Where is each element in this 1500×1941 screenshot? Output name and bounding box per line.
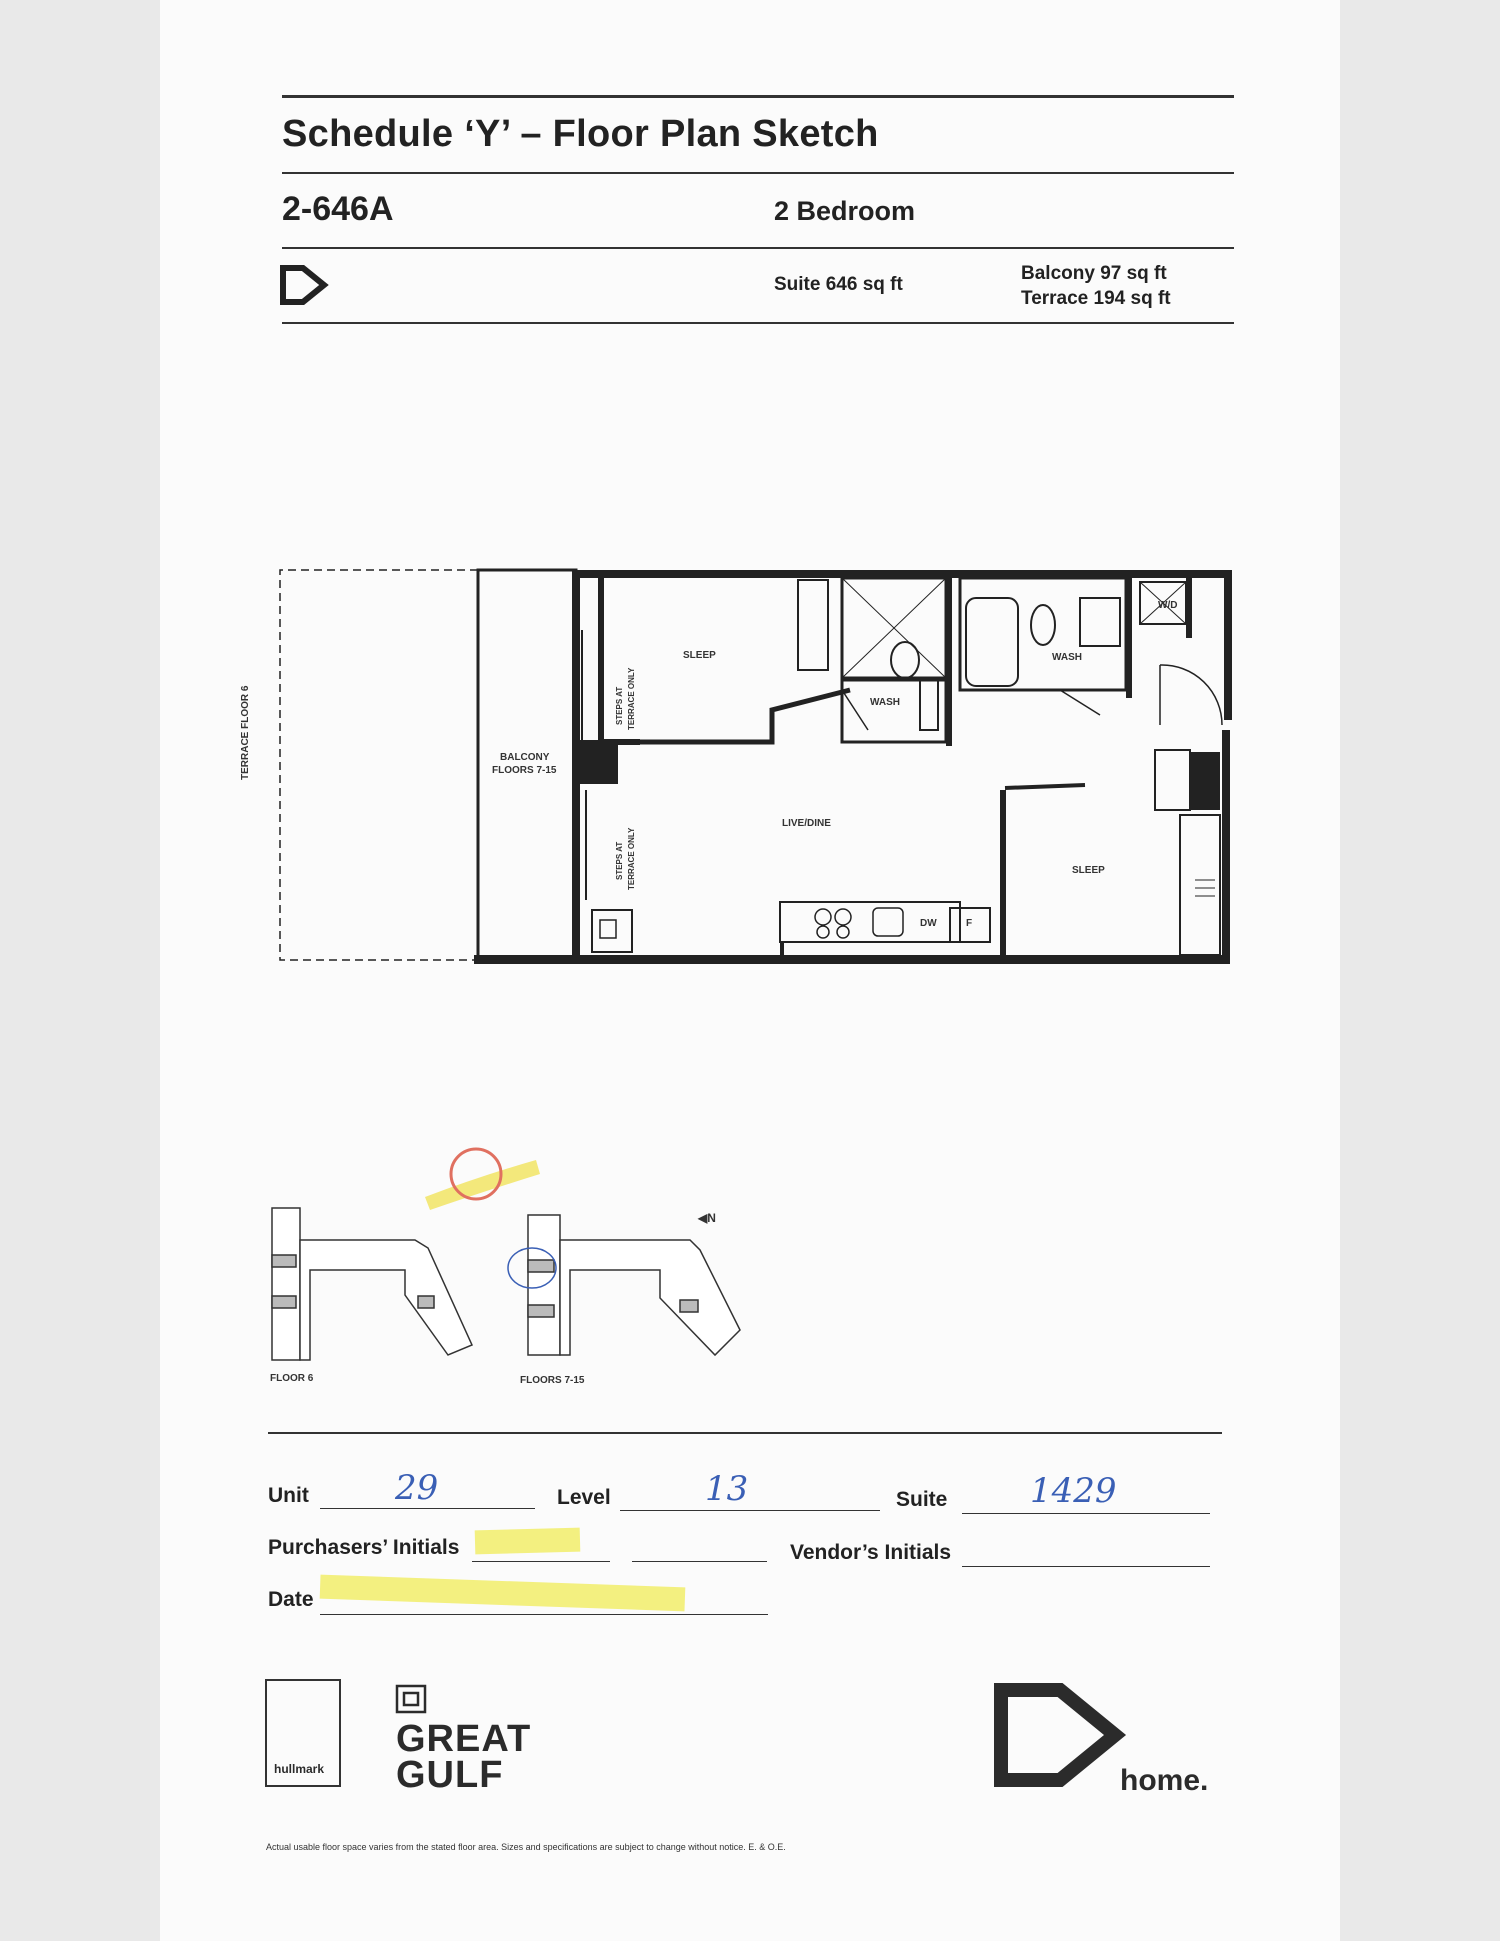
column-block <box>580 740 618 784</box>
room-sleep-1: SLEEP <box>683 650 716 661</box>
toilet-1 <box>891 642 919 678</box>
great-logo-text: GREAT <box>396 1718 532 1760</box>
entry-door-swing <box>1160 665 1222 725</box>
vanity-1 <box>920 680 938 730</box>
closet-3 <box>1180 815 1220 955</box>
room-live-dine: LIVE/DINE <box>782 818 831 829</box>
header-rule-3 <box>282 247 1234 249</box>
great-gulf-glyph-icon <box>397 1686 425 1712</box>
keyplan-floors715-label: FLOORS 7-15 <box>520 1375 585 1386</box>
balcony-floors-label: FLOORS 7-15 <box>492 765 557 776</box>
document-title: Schedule ‘Y’ – Floor Plan Sketch <box>282 113 879 155</box>
level-label: Level <box>557 1486 611 1509</box>
steps-label-upper: STEPS AT <box>615 686 624 725</box>
disclaimer-text: Actual usable floor space varies from the stated floor area. Sizes and specifications are subject to change without notice. E. & O.E. <box>266 1842 786 1852</box>
form-top-rule <box>268 1432 1222 1434</box>
sleep2-top-wall <box>1005 785 1085 788</box>
suite-area: Suite 646 sq ft <box>774 274 903 295</box>
dishwasher-label: DW <box>920 918 937 929</box>
purchaser-initials-line-2[interactable] <box>632 1561 767 1562</box>
purchaser-initials-line-1[interactable] <box>472 1561 610 1562</box>
hullmark-logo-text: hullmark <box>274 1762 325 1776</box>
header-bottom-rule <box>282 322 1234 324</box>
fridge-label: F <box>966 918 973 929</box>
wall-right-upper <box>1224 570 1232 720</box>
date-line[interactable] <box>320 1614 768 1615</box>
dhome-logo-icon <box>1001 1690 1115 1780</box>
unit-value: 29 <box>395 1468 439 1508</box>
vendor-initials-label: Vendor’s Initials <box>790 1541 952 1564</box>
kitchen-sink <box>873 908 903 936</box>
initials-highlight <box>475 1528 581 1555</box>
wall-bottom <box>474 955 1230 964</box>
level-value: 13 <box>705 1469 749 1509</box>
date-label: Date <box>268 1588 314 1611</box>
balcony-label: BALCONY <box>500 752 550 763</box>
room-wash-2: WASH <box>1052 652 1082 663</box>
toilet-2 <box>1031 605 1055 645</box>
level-line[interactable] <box>620 1510 880 1511</box>
sleep2-left-wall <box>1000 790 1006 960</box>
steps-label-lower: STEPS AT <box>615 841 624 880</box>
suite-value: 1429 <box>1030 1471 1117 1511</box>
floor-plan <box>280 570 1232 964</box>
d-logo-small-icon <box>283 268 324 302</box>
sleep1-left-wall <box>598 578 604 743</box>
header-top-rule <box>282 95 1234 98</box>
terrace-area: Terrace 194 sq ft <box>1021 288 1171 309</box>
north-arrow: ◀N <box>698 1211 716 1225</box>
room-sleep-2: SLEEP <box>1072 865 1105 876</box>
keyplan-floor6-label: FLOOR 6 <box>270 1373 314 1384</box>
closet-1 <box>798 580 828 670</box>
suite-code: 2-646A <box>282 190 394 228</box>
terrace-label: TERRACE FLOOR 6 <box>240 685 251 780</box>
highlight-stroke <box>425 1160 540 1210</box>
bathtub <box>966 598 1018 686</box>
terrace-outline <box>280 570 478 960</box>
bedroom-count: 2 Bedroom <box>774 196 916 226</box>
keyplan-floor6 <box>272 1208 472 1360</box>
purchasers-initials-label: Purchasers’ Initials <box>268 1536 460 1559</box>
balcony-area: Balcony 97 sq ft <box>1021 263 1167 284</box>
keyplan-floors7-15 <box>508 1215 740 1355</box>
vendor-initials-line[interactable] <box>962 1566 1210 1567</box>
steps-label-lower-2: TERRACE ONLY <box>627 827 636 890</box>
gulf-logo-text: GULF <box>396 1754 504 1796</box>
mech-box <box>592 910 632 952</box>
wash1-room <box>842 680 946 742</box>
wash2-room <box>960 578 1126 690</box>
unit-line[interactable] <box>320 1508 535 1509</box>
room-wash-1: WASH <box>870 697 900 708</box>
steps-label-upper-2: TERRACE ONLY <box>627 667 636 730</box>
room-wd: W/D <box>1158 600 1178 611</box>
suite-label: Suite <box>896 1488 948 1511</box>
wall-left <box>572 570 580 962</box>
wall-right-lower <box>1222 730 1230 962</box>
header-rule-2 <box>282 172 1234 174</box>
unit-label: Unit <box>268 1484 309 1507</box>
closet-2 <box>1155 750 1190 810</box>
home-logo-text: home. <box>1120 1764 1209 1797</box>
vanity-2 <box>1080 598 1120 646</box>
suite-line[interactable] <box>962 1513 1210 1514</box>
